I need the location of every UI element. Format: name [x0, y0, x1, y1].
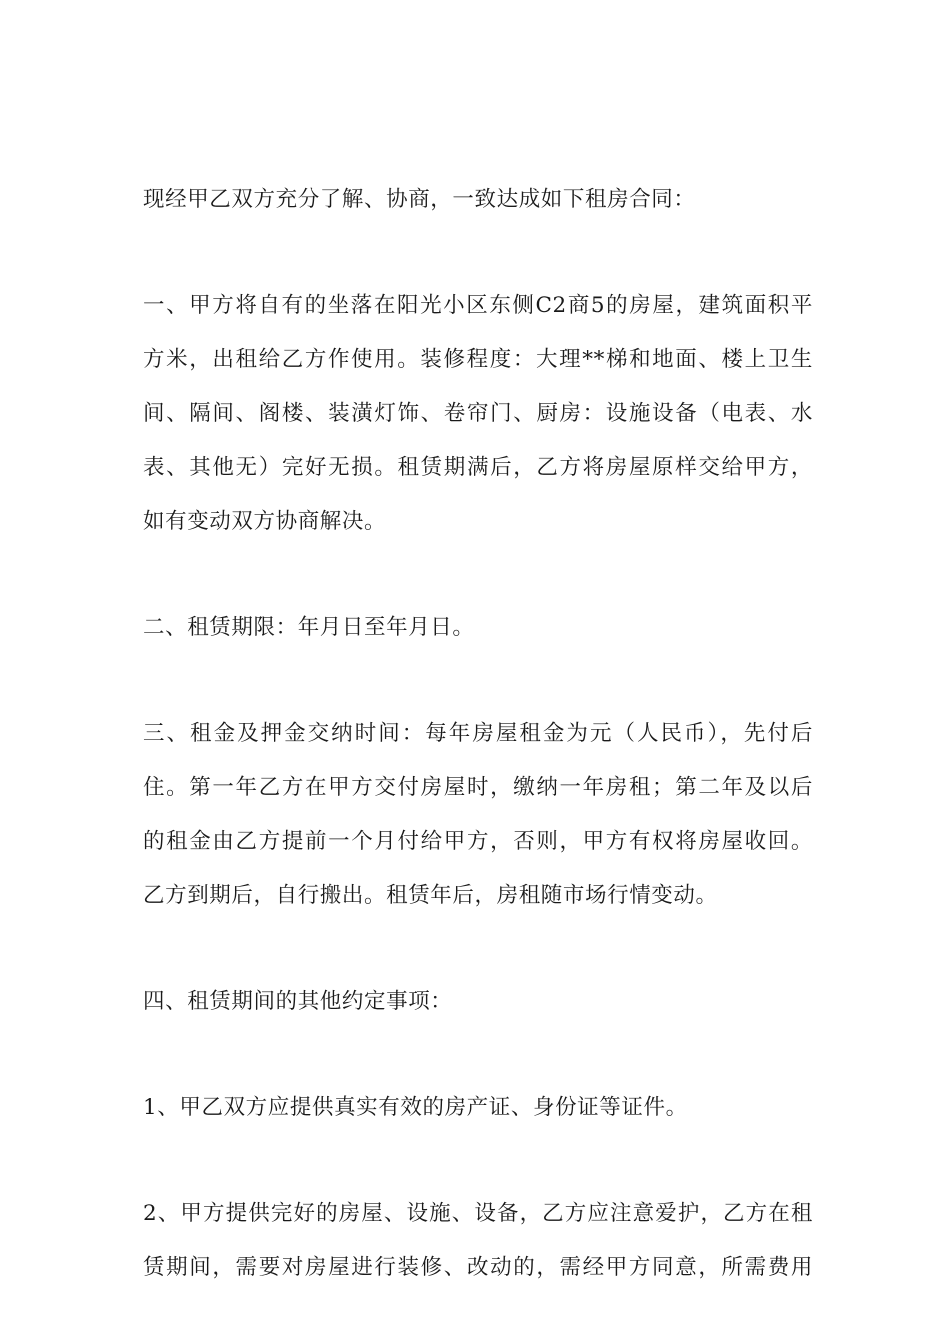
clause1-line-1: 一、甲方将自有的坐落在阳光小区东侧C2商5的房屋，建筑面积平 — [143, 293, 813, 318]
intro-paragraph: 现经甲乙双方充分了解、协商，一致达成如下租房合同： — [143, 187, 696, 212]
clause1-line-5: 如有变动双方协商解决。 — [143, 509, 387, 534]
clause3-line-4: 乙方到期后，自行搬出。租赁年后，房租随市场行情变动。 — [143, 883, 718, 908]
item2-line-1: 2、甲方提供完好的房屋、设施、设备，乙方应注意爱护，乙方在租 — [143, 1201, 813, 1226]
clause3-line-3: 的租金由乙方提前一个月付给甲方，否则，甲方有权将房屋收回。 — [143, 829, 813, 854]
clause1-line-4: 表、其他无）完好无损。租赁期满后，乙方将房屋原样交给甲方， — [143, 455, 813, 480]
clause3-line-1: 三、租金及押金交纳时间：每年房屋租金为元（人民币），先付后 — [143, 721, 813, 746]
clause2-paragraph: 二、租赁期限：年月日至年月日。 — [143, 615, 475, 640]
item2-line-2: 赁期间，需要对房屋进行装修、改动的，需经甲方同意，所需费用 — [143, 1255, 813, 1280]
clause4-title: 四、租赁期间的其他约定事项： — [143, 989, 453, 1014]
clause3-line-2: 住。第一年乙方在甲方交付房屋时，缴纳一年房租；第二年及以后 — [143, 775, 813, 800]
clause1-line-3: 间、隔间、阁楼、装潢灯饰、卷帘门、厨房：设施设备（电表、水 — [143, 401, 813, 426]
clause1-line-2: 方米，出租给乙方作使用。装修程度：大理**梯和地面、楼上卫生 — [143, 347, 813, 372]
item1-paragraph: 1、甲乙双方应提供真实有效的房产证、身份证等证件。 — [143, 1095, 688, 1120]
